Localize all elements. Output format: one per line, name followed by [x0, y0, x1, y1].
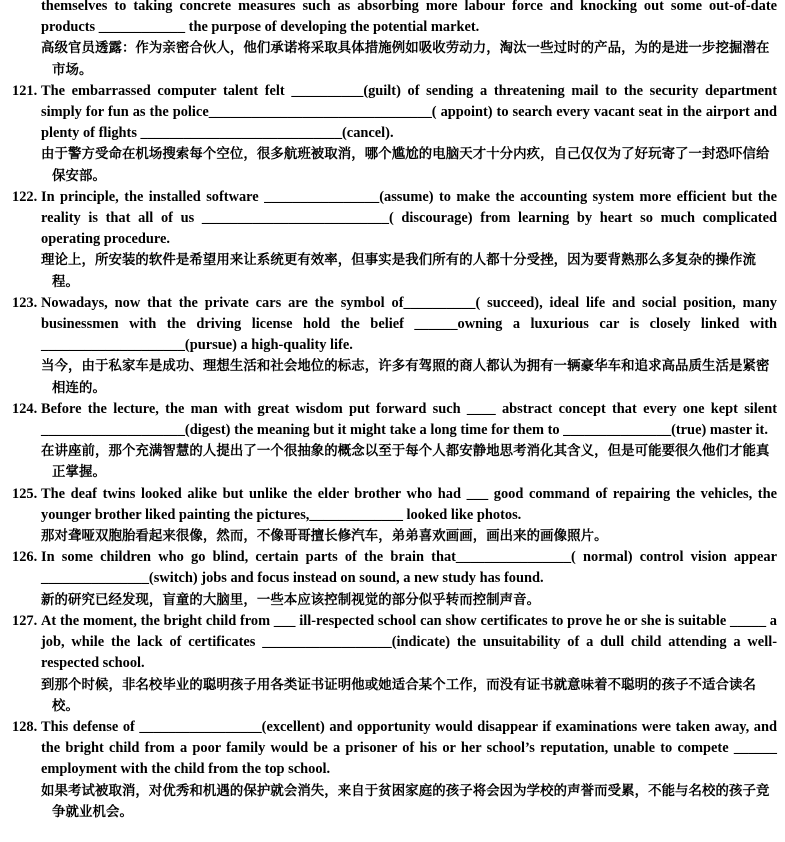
question-text: Nowadays, now that the private cars are the symbol of__________( succeed), ideal life and social position, many businessmen with the driving license hold the belief ______owning a luxurious car is closely linked with ____________________(pursue) a high-quality life. — [41, 294, 777, 354]
question-number: 124. — [12, 400, 38, 417]
english-sentence — [12, 484, 777, 526]
question-item-122 — [12, 187, 777, 293]
question-number: 123. — [12, 294, 38, 311]
question-number: 122. — [12, 188, 38, 205]
chinese-translation: 如果考试被取消，对优秀和机遇的保护就会消失，来自于贫困家庭的孩子将会因为学校的声誉而受累，不能与名校的孩子竞争就业机会。 — [41, 783, 770, 820]
question-text: At the moment, the bright child from ___ ill-respected school can show certificates to prove he or she is suitable _____ a job, while the lack of certificates __________________(indicate) the unsuitability of a dull child attending a well-respected school. — [41, 612, 777, 672]
chinese-translation: 那对聋哑双胞胎看起来很像，然而，不像哥哥擅长修汽车，弟弟喜欢画画，画出来的画像照片。 — [41, 529, 608, 545]
english-sentence — [12, 187, 777, 251]
question-text: The deaf twins looked alike but unlike the elder brother who had ___ good command of repairing the vehicles, the younger brother liked painting the pictures,_____________ looked like photos. — [41, 485, 777, 523]
chinese-translation: 新的研究已经发现，盲童的大脑里，一些本应该控制视觉的部分似乎转而控制声音。 — [41, 592, 541, 608]
question-item-124 — [12, 399, 777, 484]
english-sentence: themselves to taking concrete measures such as absorbing more labour force and knocking out some out-of-date products ____________ the purpose of developing the potential market. — [41, 0, 777, 36]
question-number: 121. — [12, 82, 38, 99]
chinese-translation: 高级官员透露：作为亲密合伙人，他们承诺将采取具体措施例如吸收劳动力，淘汰一些过时的产品，为的是进一步挖掘潜在市场。 — [41, 41, 770, 78]
english-sentence — [12, 717, 777, 781]
chinese-translation: 理论上，所安装的软件是希望用来让系统更有效率，但事实是我们所有的人都十分受挫，因为要背熟那么多复杂的操作流程。 — [41, 253, 756, 290]
question-text: In principle, the installed software ________________(assume) to make the accounting system more efficient but the reality is that all of us __________________________( discourage) from learning by heart so much complicated operating procedure. — [41, 188, 777, 248]
english-sentence — [12, 611, 777, 675]
question-text: In some children who go blind, certain parts of the brain that________________( normal) control vision appear _______________(switch) jobs and focus instead on sound, a new study has found. — [41, 549, 777, 587]
english-sentence — [12, 293, 777, 357]
question-item-121 — [12, 81, 777, 187]
english-sentence — [12, 547, 777, 589]
chinese-translation: 到那个时候，非名校毕业的聪明孩子用各类证书证明他或她适合某个工作，而没有证书就意味着不聪明的孩子不适合读名校。 — [41, 677, 756, 714]
question-text: The embarrassed computer talent felt __________(guilt) of sending a threatening mail to the security department simply for fun as the police_______________________________( appoint) to search every vacant seat in the airport and plenty of flights ____________________________(cancel). — [41, 82, 777, 142]
english-sentence — [12, 81, 777, 145]
question-number: 126. — [12, 549, 38, 566]
question-item-127 — [12, 611, 777, 717]
chinese-translation: 当今，由于私家车是成功、理想生活和社会地位的标志，许多有驾照的商人都认为拥有一辆豪华车和追求高品质生活是紧密相连的。 — [41, 359, 770, 396]
question-number: 128. — [12, 718, 38, 735]
continued-item — [12, 0, 777, 81]
question-item-125 — [12, 484, 777, 548]
english-sentence — [12, 399, 777, 441]
question-text: This defense of _________________(excellent) and opportunity would disappear if examinations were taken away, and the bright child from a poor family would be a prisoner of his or her school’s reputation, unable to compete ______ employment with the child from the top school. — [41, 718, 777, 778]
question-item-126 — [12, 547, 777, 611]
question-number: 125. — [12, 485, 38, 502]
question-text: Before the lecture, the man with great wisdom put forward such ____ abstract concept that every one kept silent ____________________(digest) the meaning but it might take a long time for them to _______________(true) master it. — [41, 400, 777, 439]
question-number: 127. — [12, 612, 38, 629]
question-item-128 — [12, 717, 777, 823]
question-item-123 — [12, 293, 777, 399]
chinese-translation: 在讲座前，那个充满智慧的人提出了一个很抽象的概念以至于每个人都安静地思考消化其含义，但是可能要很久他们才能真正掌握。 — [41, 444, 770, 481]
chinese-translation: 由于警方受命在机场搜索每个空位，很多航班被取消，哪个尴尬的电脑天才十分内疚，自己仅仅为了好玩寄了一封恐吓信给保安部。 — [41, 147, 770, 184]
